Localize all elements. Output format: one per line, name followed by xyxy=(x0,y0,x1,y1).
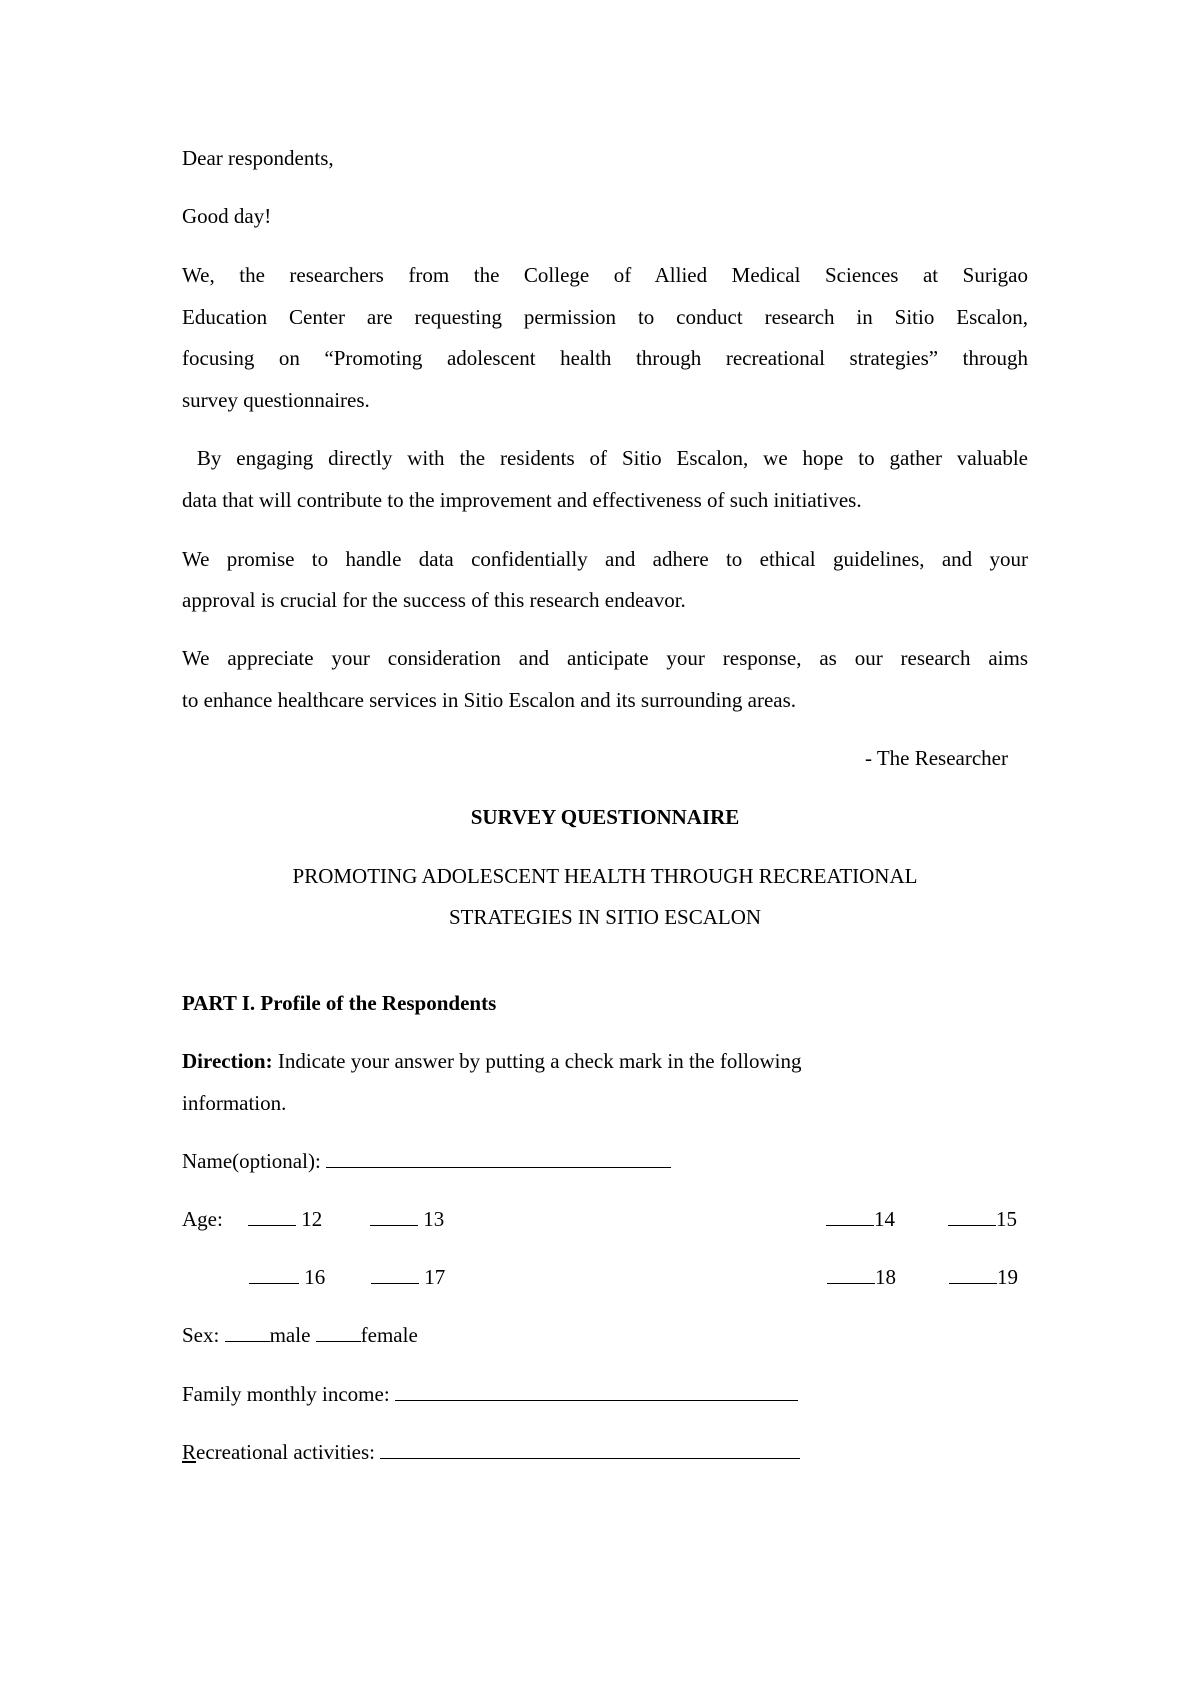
paragraph-1-line-2: Education Center are requesting permission to conduct research in Sitio Escalon, xyxy=(182,305,1028,329)
age-option-13[interactable]: 13 xyxy=(370,1207,444,1232)
age-option-15[interactable]: 15 xyxy=(948,1207,1017,1232)
paragraph-4-line-2: to enhance healthcare services in Sitio Escalon and its surrounding areas. xyxy=(182,688,797,712)
survey-subtitle-line-2: STRATEGIES IN SITIO ESCALON xyxy=(448,905,762,929)
sex-row xyxy=(182,1323,1028,1348)
survey-heading: SURVEY QUESTIONNAIRE xyxy=(470,805,740,829)
recreational-label: ecreational activities: xyxy=(196,1440,381,1464)
paragraph-1-line-3: focusing on “Promoting adolescent health through recreational strategies” through xyxy=(182,346,1028,370)
sex-label: Sex: xyxy=(182,1323,225,1347)
age-option-17[interactable]: 17 xyxy=(371,1265,445,1290)
name-label: Name(optional): xyxy=(182,1149,327,1173)
paragraph-4-line-1: We appreciate your consideration and anticipate your response, as our research aims xyxy=(182,646,1028,670)
income-row xyxy=(182,1382,1028,1407)
paragraph-3-line-2: approval is crucial for the success of this research endeavor. xyxy=(182,588,686,612)
paragraph-2-line-1: By engaging directly with the residents of Sitio Escalon, we hope to gather valuable xyxy=(182,446,1028,470)
survey-subtitle-line-1: PROMOTING ADOLESCENT HEALTH THROUGH RECREATIONAL xyxy=(292,864,918,888)
name-row xyxy=(182,1149,1028,1174)
signature: - The Researcher xyxy=(864,746,1008,770)
age-label: Age: xyxy=(182,1207,223,1231)
age-option-19[interactable]: 19 xyxy=(949,1265,1018,1290)
paragraph-2-line-2: data that will contribute to the improvement and effectiveness of such initiatives. xyxy=(182,488,862,512)
name-blank[interactable] xyxy=(326,1149,671,1168)
income-label: Family monthly income: xyxy=(182,1382,395,1406)
age-option-16[interactable]: 16 xyxy=(249,1265,325,1290)
recreational-blank[interactable] xyxy=(380,1440,800,1459)
recreational-row xyxy=(182,1440,1028,1465)
paragraph-3-line-1: We promise to handle data confidentially and adhere to ethical guidelines, and your xyxy=(182,547,1028,571)
salutation: Dear respondents, xyxy=(182,146,334,170)
paragraph-1-line-4: survey questionnaires. xyxy=(182,388,370,412)
paragraph-1-line-1: We, the researchers from the College of Allied Medical Sciences at Surigao xyxy=(182,263,1028,287)
recreational-label-initial: R xyxy=(182,1440,197,1464)
direction-label: Direction: xyxy=(182,1049,273,1073)
sex-option-male[interactable]: male xyxy=(225,1323,311,1347)
income-blank[interactable] xyxy=(395,1382,798,1401)
age-option-14[interactable]: 14 xyxy=(826,1207,895,1232)
age-option-12[interactable]: 12 xyxy=(248,1207,322,1232)
age-option-18[interactable]: 18 xyxy=(827,1265,896,1290)
part-title: PART I. Profile of the Respondents xyxy=(182,991,497,1015)
direction-line-2: information. xyxy=(182,1091,287,1115)
direction-line-1 xyxy=(182,1049,1028,1074)
sex-option-female[interactable]: female xyxy=(316,1323,418,1347)
greeting: Good day! xyxy=(182,204,272,228)
direction-text: Indicate your answer by putting a check mark in the following xyxy=(272,1049,802,1073)
